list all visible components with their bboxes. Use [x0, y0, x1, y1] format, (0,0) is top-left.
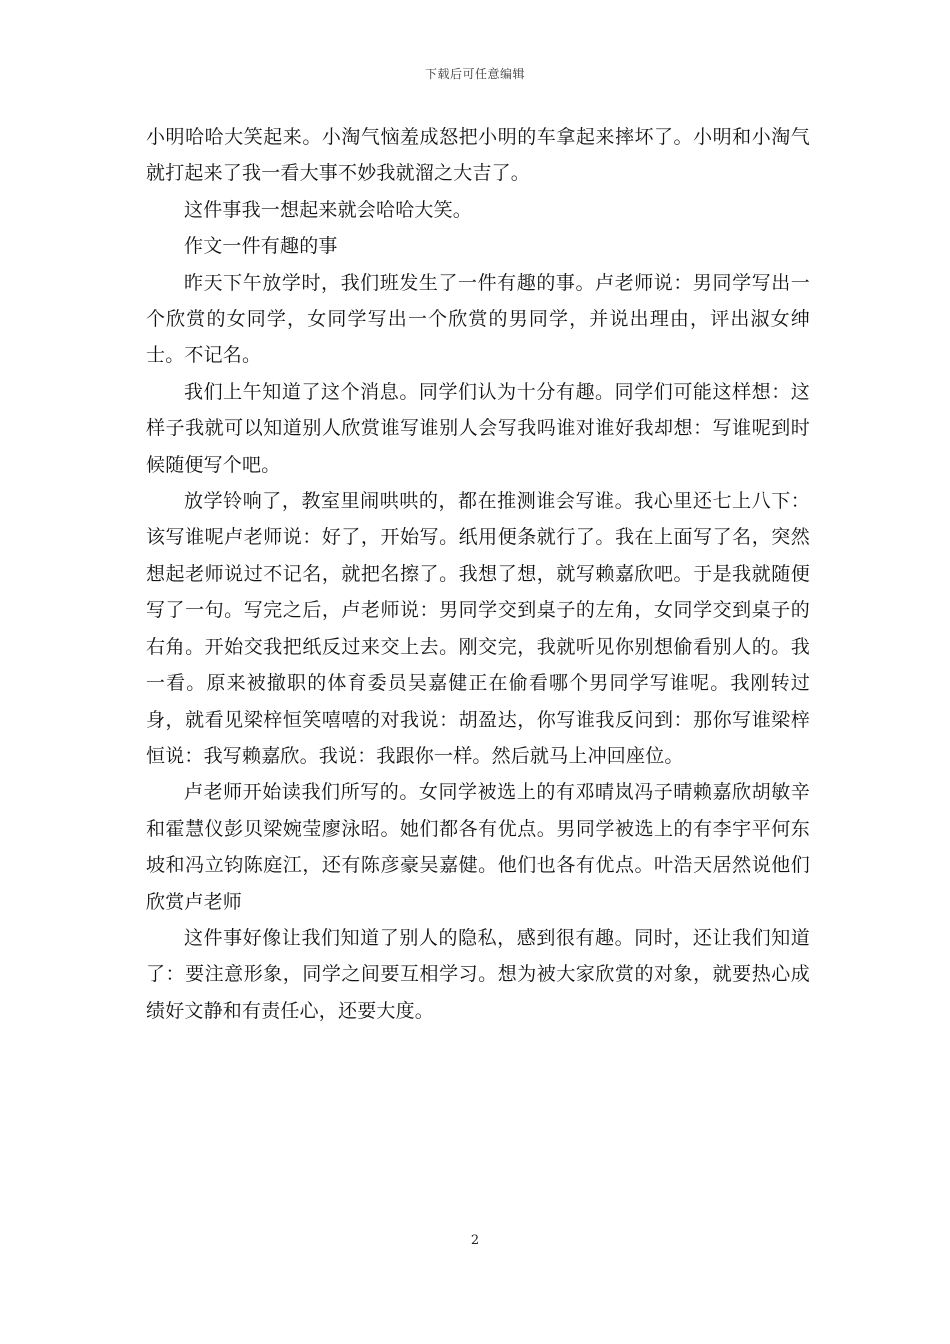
page-header: 下载后可任意编辑: [424, 67, 525, 81]
paragraph-1: 小明哈哈大笑起来。小淘气恼羞成怒把小明的车拿起来摔坏了。小明和小淘气就打起来了我一看大事不妙我就溜之大吉了。: [146, 126, 810, 185]
essay-title: 作文一件有趣的事: [184, 235, 338, 258]
paragraph-5: 我们上午知道了这个消息。同学们认为十分有趣。同学们可能这样想：这样子我就可以知道别人欣赏谁写谁别人会写我吗谁对谁好我却想：写谁呢到时候随便写个吧。: [146, 380, 810, 476]
paragraph-2: 这件事我一想起来就会哈哈大笑。: [184, 198, 473, 221]
paragraph-7: 卢老师开始读我们所写的。女同学被选上的有邓晴岚冯子晴赖嘉欣胡敏辛和霍慧仪彭贝梁婉莹廖泳昭。她们都各有优点。男同学被选上的有李宇平何东坡和冯立钧陈庭江，还有陈彦豪吴嘉健。他们也各有优点。叶浩天居然说他们欣赏卢老师: [146, 781, 810, 913]
paragraph-8: 这件事好像让我们知道了别人的隐私，感到很有趣。同时，还让我们知道了：要注意形象，同学之间要互相学习。想为被大家欣赏的对象，就要热心成绩好文静和有责任心，还要大度。: [146, 926, 810, 1022]
paragraph-6: 放学铃响了，教室里闹哄哄的，都在推测谁会写谁。我心里还七上八下：该写谁呢卢老师说：好了，开始写。纸用便条就行了。我在上面写了名，突然想起老师说过不记名，就把名擦了。我想了想，就写赖嘉欣吧。于是我就随便写了一句。写完之后，卢老师说：男同学交到桌子的左角，女同学交到桌子的右角。开始交我把纸反过来交上去。刚交完，我就听见你别想偷看别人的。我一看。原来被撤职的体育委员吴嘉健正在偷看哪个男同学写谁呢。我刚转过身，就看见梁梓恒笑嘻嘻的对我说：胡盈达，你写谁我反问到：那你写谁梁梓恒说：我写赖嘉欣。我说：我跟你一样。然后就马上冲回座位。: [146, 490, 810, 767]
document-body: [146, 119, 810, 1029]
paragraph-4: 昨天下午放学时，我们班发生了一件有趣的事。卢老师说：男同学写出一个欣赏的女同学，女同学写出一个欣赏的男同学，并说出理由，评出淑女绅士。不记名。: [146, 271, 810, 367]
page-number: 2: [470, 1233, 480, 1248]
